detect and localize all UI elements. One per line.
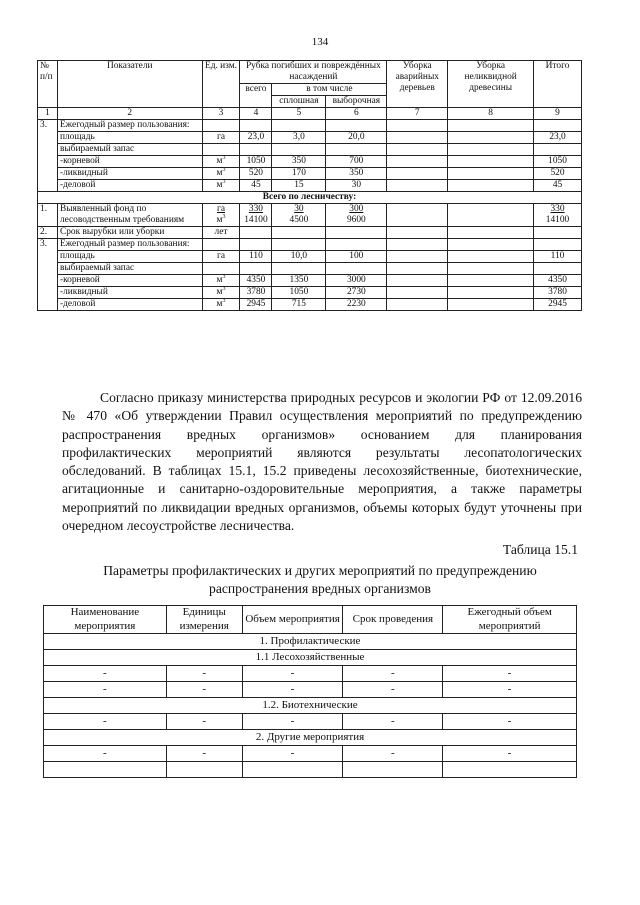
value-cell <box>448 180 534 192</box>
value-cell: 15 <box>272 180 326 192</box>
total-label: Всего по лесничеству: <box>38 192 582 204</box>
unit-cell: $м^3$ <box>202 180 240 192</box>
unit-cell <box>202 120 240 132</box>
value-cell <box>387 251 448 263</box>
value-cell: 4350 <box>240 275 272 287</box>
measures-table <box>43 605 577 778</box>
indicator-label: Срок вырубки или уборки <box>57 227 202 239</box>
value-cell: 45 <box>534 180 582 192</box>
value-cell: 10,0 <box>272 251 326 263</box>
section-title: 2. Другие мероприятия <box>44 730 577 746</box>
value-cell <box>326 263 387 275</box>
table-cell: - <box>44 746 167 762</box>
table-row <box>38 204 582 227</box>
value-cell <box>272 204 326 227</box>
unit-cell: га <box>202 251 240 263</box>
paragraph-text: Согласно приказу министерства природных ресурсов и экологии РФ от 12.09.2016 № 470 «Об утверждении Правил осуществления мероприятий по предупреждению распространения вредных организмов» основанием для планирования профилактических мероприятий являются результаты лесопатологических обследований. В таблицах 15.1, 15.2 приведены лесохозяйственные, биотехнические, агитационные и санитарно-оздоровительные мероприятия, а также параметры мероприятий по ликвидации вредных организмов, объемы которых будут уточнены при очередном лесоустройстве лесничества. <box>62 390 582 534</box>
value-cell: 2730 <box>326 287 387 299</box>
value-cell: 23,0 <box>240 132 272 144</box>
value-cell <box>272 144 326 156</box>
table-row <box>38 263 582 275</box>
header-sum: Итого <box>534 61 582 108</box>
value-cell: 170 <box>272 168 326 180</box>
header-total: всего <box>240 84 272 108</box>
header-illiquid: Уборка неликвидной древесины <box>448 61 534 108</box>
value-cell: 4350 <box>534 275 582 287</box>
value-cell: 350 <box>272 156 326 168</box>
table-row <box>44 650 577 666</box>
value-cell <box>240 204 272 227</box>
value-cell <box>534 263 582 275</box>
value-cell <box>534 227 582 239</box>
table-row <box>44 634 577 650</box>
column-number: 3 <box>202 108 240 120</box>
value-cell: 3000 <box>326 275 387 287</box>
value-cell <box>448 120 534 132</box>
body-paragraph <box>62 389 582 535</box>
value-cell: 100 <box>326 251 387 263</box>
value-cell: 1050 <box>272 287 326 299</box>
table-title: Параметры профилактических и других мероприятий по предупреждению распространения вредных организмов <box>103 563 537 596</box>
indicator-label: -корневой <box>57 156 202 168</box>
row-number: 1. <box>38 204 58 227</box>
value-cell <box>387 180 448 192</box>
value-cell <box>448 299 534 311</box>
value-cell: 700 <box>326 156 387 168</box>
table-cell: - <box>443 682 577 698</box>
value-cell <box>387 287 448 299</box>
value-cell: 1050 <box>240 156 272 168</box>
column-numbers-row <box>38 108 582 120</box>
value-cell <box>534 120 582 132</box>
table-cell: - <box>242 714 343 730</box>
unit-cell: га $м^3$ <box>202 204 240 227</box>
value-cell: 2945 <box>240 299 272 311</box>
value-cell <box>326 120 387 132</box>
row-number: 3. <box>38 239 58 311</box>
value-cell: 1350 <box>272 275 326 287</box>
value-cell <box>448 263 534 275</box>
table-cell: - <box>343 714 443 730</box>
page-number: 134 <box>311 36 329 48</box>
table-cell <box>242 762 343 778</box>
value-cell: 23,0 <box>534 132 582 144</box>
table-row <box>44 698 577 714</box>
value-cell <box>387 299 448 311</box>
column-header: Объем мероприятия <box>242 606 343 634</box>
column-number: 2 <box>57 108 202 120</box>
header-emergency: Уборка аварийных деревьев <box>387 61 448 108</box>
table-row <box>38 168 582 180</box>
value-cell <box>448 132 534 144</box>
table-cell: - <box>242 746 343 762</box>
value-cell <box>272 120 326 132</box>
column-number: 8 <box>448 108 534 120</box>
table-cell <box>44 762 167 778</box>
header-felling: Рубка погибших и повреждённых насаждений <box>240 61 387 84</box>
table-cell <box>166 762 242 778</box>
value-cell: 520 <box>240 168 272 180</box>
indicator-label: Ежегодный размер пользования: <box>57 239 202 251</box>
value-cell <box>448 287 534 299</box>
value-cell <box>272 263 326 275</box>
table-cell <box>343 762 443 778</box>
table-cell: - <box>166 714 242 730</box>
header-num: № п/п <box>38 61 58 108</box>
value-cell <box>240 227 272 239</box>
value-cell <box>387 275 448 287</box>
indicator-label: -деловой <box>57 180 202 192</box>
value-cell <box>240 263 272 275</box>
header-row <box>44 606 577 634</box>
table-row <box>38 251 582 263</box>
header-selective: выборочная <box>326 96 387 108</box>
table-row <box>38 120 582 132</box>
value-cell <box>326 204 387 227</box>
total-row <box>38 192 582 204</box>
table-row <box>44 762 577 778</box>
value-cell <box>448 251 534 263</box>
table-row <box>44 714 577 730</box>
value-top: 330 <box>248 204 263 214</box>
table-row <box>38 144 582 156</box>
value-cell <box>387 204 448 227</box>
table-cell <box>443 762 577 778</box>
table-cell: - <box>443 714 577 730</box>
header-indicators: Показатели <box>57 61 202 108</box>
value-cell <box>387 239 448 251</box>
value-cell <box>448 227 534 239</box>
unit-top: га <box>216 204 225 214</box>
indicator-label: -деловой <box>57 299 202 311</box>
value-cell: 30 <box>326 180 387 192</box>
indicator-label: -корневой <box>57 275 202 287</box>
column-number: 4 <box>240 108 272 120</box>
unit-cell: $м^3$ <box>202 299 240 311</box>
table-row <box>44 666 577 682</box>
table-cell: - <box>443 666 577 682</box>
table-caption: Таблица 15.1 <box>502 542 578 557</box>
value-cell <box>272 239 326 251</box>
unit-cell: $м^3$ <box>202 287 240 299</box>
usage-table <box>37 60 582 311</box>
table-row <box>38 275 582 287</box>
column-number: 9 <box>534 108 582 120</box>
value-cell <box>448 168 534 180</box>
value-cell <box>387 227 448 239</box>
header-clear: сплошная <box>272 96 326 108</box>
value-top: 300 <box>349 204 364 214</box>
value-cell <box>387 263 448 275</box>
value-cell <box>240 144 272 156</box>
unit-cell <box>202 239 240 251</box>
section-title: 1.1 Лесохозяйственные <box>44 650 577 666</box>
table-cell: - <box>44 714 167 730</box>
column-number: 6 <box>326 108 387 120</box>
value-cell <box>240 120 272 132</box>
value-cell <box>534 204 582 227</box>
value-bottom: 14100 <box>244 215 268 225</box>
value-cell <box>387 156 448 168</box>
table-row <box>38 180 582 192</box>
column-header: Единицы измерения <box>166 606 242 634</box>
table-row <box>38 239 582 251</box>
value-cell: 3780 <box>534 287 582 299</box>
value-cell <box>448 204 534 227</box>
table-row <box>44 730 577 746</box>
table-cell: - <box>343 682 443 698</box>
table-cell: - <box>166 666 242 682</box>
table-cell: - <box>166 682 242 698</box>
value-cell: 110 <box>240 251 272 263</box>
column-number: 7 <box>387 108 448 120</box>
table-cell: - <box>242 682 343 698</box>
value-cell <box>448 144 534 156</box>
indicator-label: Выявленный фонд по лесоводственным требованиям <box>57 204 202 227</box>
value-cell <box>240 239 272 251</box>
value-cell <box>534 239 582 251</box>
indicator-label: -ликвидный <box>57 287 202 299</box>
indicator-label: площадь <box>57 251 202 263</box>
value-cell: 350 <box>326 168 387 180</box>
indicator-label: выбираемый запас <box>57 263 202 275</box>
value-cell: 3780 <box>240 287 272 299</box>
table-row <box>38 287 582 299</box>
table-row <box>38 299 582 311</box>
value-cell <box>326 227 387 239</box>
value-bottom: 9600 <box>346 215 366 225</box>
column-header: Ежегодный объем мероприятий <box>443 606 577 634</box>
unit-cell <box>202 144 240 156</box>
table-row <box>44 746 577 762</box>
table-cell: - <box>166 746 242 762</box>
value-cell: 715 <box>272 299 326 311</box>
table-row <box>44 682 577 698</box>
unit-cell: $м^3$ <box>202 156 240 168</box>
table-cell: - <box>443 746 577 762</box>
row-number: 3. <box>38 120 58 192</box>
value-cell <box>387 120 448 132</box>
table-row <box>38 227 582 239</box>
table-cell: - <box>343 746 443 762</box>
table-cell: - <box>44 682 167 698</box>
value-cell <box>448 156 534 168</box>
indicator-label: площадь <box>57 132 202 144</box>
indicator-label: -ликвидный <box>57 168 202 180</box>
value-cell <box>326 144 387 156</box>
unit-cell: $м^3$ <box>202 275 240 287</box>
value-cell <box>534 144 582 156</box>
value-cell: 520 <box>534 168 582 180</box>
value-cell <box>448 275 534 287</box>
table-cell: - <box>44 666 167 682</box>
header-unit: Ед. изм. <box>202 61 240 108</box>
table-cell: - <box>242 666 343 682</box>
table-row <box>38 156 582 168</box>
value-cell: 20,0 <box>326 132 387 144</box>
value-cell <box>448 239 534 251</box>
value-cell: 2230 <box>326 299 387 311</box>
value-cell: 110 <box>534 251 582 263</box>
value-top: 30 <box>294 204 304 214</box>
section-title: 1. Профилактические <box>44 634 577 650</box>
value-cell <box>387 132 448 144</box>
unit-cell: га <box>202 132 240 144</box>
value-cell <box>272 227 326 239</box>
value-top: 330 <box>550 204 565 214</box>
table-row <box>38 132 582 144</box>
value-cell: 2945 <box>534 299 582 311</box>
value-cell <box>326 239 387 251</box>
unit-cell: $м^3$ <box>202 168 240 180</box>
section-title: 1.2. Биотехнические <box>44 698 577 714</box>
value-cell: 45 <box>240 180 272 192</box>
value-bottom: 4500 <box>289 215 309 225</box>
column-header: Срок проведения <box>343 606 443 634</box>
value-cell <box>387 168 448 180</box>
unit-cell <box>202 263 240 275</box>
column-number: 1 <box>38 108 58 120</box>
value-cell: 3,0 <box>272 132 326 144</box>
column-number: 5 <box>272 108 326 120</box>
value-bottom: 14100 <box>545 215 570 225</box>
indicator-label: Ежегодный размер пользования: <box>57 120 202 132</box>
unit-cell: лет <box>202 227 240 239</box>
table-cell: - <box>343 666 443 682</box>
indicator-label: выбираемый запас <box>57 144 202 156</box>
value-cell <box>387 144 448 156</box>
row-number: 2. <box>38 227 58 239</box>
value-cell: 1050 <box>534 156 582 168</box>
column-header: Наименование мероприятия <box>44 606 167 634</box>
header-including: в том числе <box>272 84 387 96</box>
